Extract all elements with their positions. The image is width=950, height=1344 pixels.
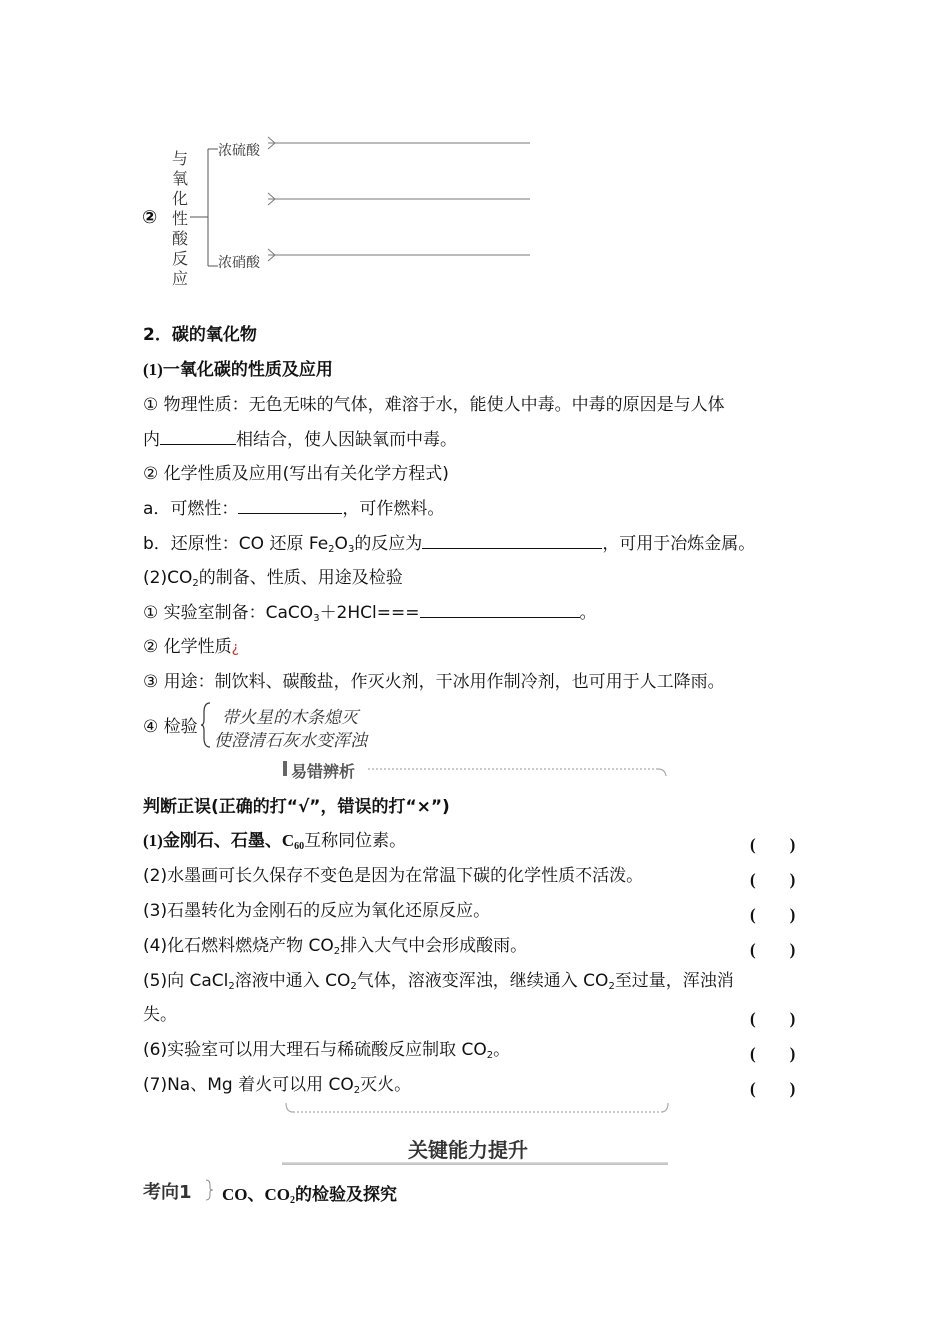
blank-reduction-equation[interactable] xyxy=(422,532,602,549)
co2-title: $(2)CO_2$的制备、性质、用途及检验 xyxy=(143,568,403,589)
reaction-diagram xyxy=(140,135,540,288)
co-physical-line2: 内 相结合，使人因缺氧而中毒。 xyxy=(143,430,457,450)
error-item-7: (7)Na、Mg 着火可以用 $CO_2$灭火。 xyxy=(143,1075,412,1096)
key-ability-underline xyxy=(282,1162,668,1165)
answer-paren-6[interactable]: ( ) xyxy=(750,1044,796,1063)
error-item-5: (5)向 CaCl$_2$溶液中通入 $CO_2$气体，溶液变浑浊，继续通入 $CO_2$至过量，浑浊消 xyxy=(143,971,734,992)
judgment-instruction: 判断正误(正确的打“√”，错误的打“×”) xyxy=(143,797,450,817)
test-brace xyxy=(200,700,214,750)
diagram-vertical-label: 与 氧 化 性 酸 反 应 xyxy=(172,149,189,288)
co2-lab-prep: ① 实验室制备：CaCO$_3$＋2HCl=== 。 xyxy=(143,603,597,624)
answer-paren-2[interactable]: ( ) xyxy=(750,870,796,889)
co2-use: ③ 用途：制饮料、碳酸盐，作灭火剂，干冰用作制冷剂，也可用于人工降雨。 xyxy=(143,672,725,692)
blank-hemoglobin[interactable] xyxy=(160,428,236,445)
co-reduction: b．还原性：CO 还原 $Fe_2O_3$的反应为 ，可用于冶炼金属。 xyxy=(143,534,756,555)
blank-lab-equation[interactable] xyxy=(420,601,580,618)
answer-paren-4[interactable]: ( ) xyxy=(750,940,796,959)
error-item-4: (4)化石燃料燃烧产物 $CO_2$排入大气中会形成酸雨。 xyxy=(143,936,528,957)
co2-test: ④ 检验 xyxy=(143,717,198,737)
diagram-marker: ② xyxy=(142,207,158,228)
blank-combustion-equation[interactable] xyxy=(238,497,342,514)
error-item-5-cont: 失。 xyxy=(143,1005,177,1025)
direction-label: 考向1 xyxy=(143,1182,192,1203)
answer-paren-7[interactable]: ( ) xyxy=(750,1079,796,1098)
co-chemical: ② 化学性质及应用(写出有关化学方程式) xyxy=(143,464,449,484)
branch-nitric-acid: 浓硝酸 xyxy=(218,255,260,271)
banner-bottom-line xyxy=(283,1100,671,1120)
diagram-lines xyxy=(140,135,540,285)
error-item-3: (3)石墨转化为金刚石的反应为氧化还原反应。 xyxy=(143,901,491,921)
co-physical-line1: ① 物理性质：无色无味的气体，难溶于水，能使人中毒。中毒的原因是与人体 xyxy=(143,395,725,415)
error-item-1: (1)金刚石、石墨、$C_{60}$互称同位素。 xyxy=(143,831,407,852)
banner-dotted-line xyxy=(368,758,668,780)
banner-bar xyxy=(283,761,287,776)
answer-paren-3[interactable]: ( ) xyxy=(750,905,796,924)
co2-chemical: ② 化学性质¿ xyxy=(143,637,240,657)
error-analysis-banner: 易错辨析 xyxy=(283,758,668,780)
broken-char-mark: ¿ xyxy=(231,640,240,656)
answer-paren-1[interactable]: ( ) xyxy=(750,835,796,854)
branch-sulfuric-acid: 浓硫酸 xyxy=(218,143,260,159)
error-item-2: (2)水墨画可长久保存不变色是因为在常温下碳的化学性质不活泼。 xyxy=(143,866,644,886)
section-heading: 2．碳的氧化物 xyxy=(143,325,257,345)
co-title: (1)一氧化碳的性质及应用 xyxy=(143,360,333,379)
key-ability-title: 关键能力提升 xyxy=(408,1138,528,1162)
test-item-2: 使澄清石灰水变浑浊 xyxy=(214,731,367,751)
direction-title: CO、$CO_2$的检验及探究 xyxy=(222,1185,397,1206)
answer-paren-5[interactable]: ( ) xyxy=(750,1009,796,1028)
error-item-6: (6)实验室可以用大理石与稀硫酸反应制取 $CO_2$。 xyxy=(143,1040,511,1061)
co-combustion: a．可燃性： ，可作燃料。 xyxy=(143,499,445,519)
test-item-1: 带火星的木条熄灭 xyxy=(222,708,358,728)
direction-brace xyxy=(203,1178,215,1202)
